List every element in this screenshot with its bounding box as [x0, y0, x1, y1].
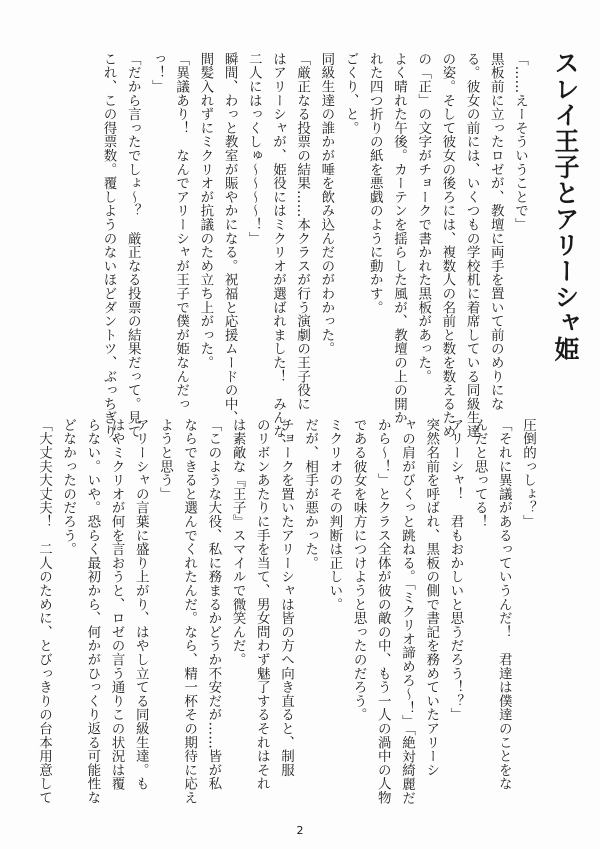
text-line: 突然名前を呼ばれ、黒板の側で書記を務めていたアリーシ — [423, 418, 440, 777]
text-line: は素敵な『王子』スマイルで微笑んだ。 — [229, 418, 246, 667]
text-line: る。彼女の前には、いくつもの学校机に着席している同級生達 — [463, 52, 480, 439]
text-line: これ、この得票数。覆しようのないほどダントツ、ぶっちぎり、 — [100, 52, 117, 453]
text-line: の姿。そして彼女の後ろには、複数人の名前と数を数えるため — [439, 52, 456, 439]
text-line: 黒板前に立ったロゼが、教壇に両手を置いて前のめりにな — [487, 52, 504, 411]
text-block-lower — [35, 418, 540, 826]
text-line: アリーシャ！ 君もおかしいと思うだろう！？」 — [447, 418, 464, 722]
text-line: 瞬間、わっと教室が賑やかになる。祝福と応援ムードの中、 — [221, 52, 238, 425]
text-line: らない。いや。恐らく最初から、何かがひっくり返る可能性な — [84, 418, 101, 805]
text-line: チョークを置いたアリーシャは皆の方へ向き直ると、制服 — [277, 418, 294, 777]
text-line: である彼女を味方につけようと思ったのだろう。 — [350, 418, 367, 722]
text-line: はアリーシャが、姫役にはミクリオが選ばれました！ みんな、 — [269, 52, 286, 453]
text-line: 「厳正なる投票の結果……本クラスが行う演劇の王子役に — [294, 52, 311, 411]
text-line: ようと思う」 — [156, 418, 173, 501]
text-line: 「このような大役、私に務まるかどうか不安だが……皆が私 — [205, 418, 222, 791]
text-line: ャの肩がびくっと跳ねる。「ミクリオ諦めろ〜！」「絶対綺麗だ — [398, 418, 415, 805]
text-line: れた四つ折りの紙を悪戯のように動かす。 — [366, 52, 383, 315]
text-line: 同級生達の誰かが唾を飲み込んだのがわかった。 — [318, 52, 335, 356]
text-line: 「それに異議があるっていうんだ！ 君達は僕達のことをな — [495, 418, 512, 791]
text-line: 二人にはっくしゅ〜〜〜〜！」 — [245, 52, 262, 246]
text-line: の「正」の文字がチョークで書かれた黒板があった。 — [415, 52, 432, 384]
text-line: アリーシャの言葉に盛り上がり、はやし立てる同級生達。も — [132, 418, 149, 791]
text-line: ごくり、と。 — [342, 52, 359, 135]
text-line: 「異議あり！ なんでアリーシャが王子で僕が姫なんだっ — [173, 52, 190, 411]
text-line: どなかったのだろう。 — [60, 418, 77, 556]
text-line: 間髪入れずにミクリオが抗議のため立ち上がった。 — [197, 52, 214, 370]
text-line: 「大丈夫大丈夫！ 二人のために、とびっきりの台本用意して — [35, 418, 52, 805]
text-line: よく晴れた午後。カーテンを揺らした風が、教壇の上の開か — [390, 52, 407, 425]
text-line: ミクリオのその判断は正しい。 — [326, 418, 343, 612]
page-number: 2 — [296, 824, 304, 837]
text-line: だが、相手が悪かった。 — [302, 418, 319, 570]
text-line: ならできると選んでくれたんだ。なら、精一杯その期待に応え — [181, 418, 198, 805]
text-line: 「だから言ったでしょ〜？ 厳正なる投票の結果だって。見て — [124, 52, 141, 439]
text-line: はやミクリオが何を言おうと、ロゼの言う通りこの状況は覆 — [108, 418, 125, 791]
text-line: 圧倒的っしょ？」 — [520, 418, 536, 529]
text-line: 「……えーそういうことで」 — [512, 52, 528, 232]
text-line: っ！」 — [148, 52, 165, 94]
text-line: から〜！」とクラス全体が彼の敵の中、もう一人の渦中の人物 — [374, 418, 391, 805]
text-block-upper — [58, 52, 532, 453]
text-line: んだと思ってる！ — [471, 418, 488, 529]
text-line: のリボンあたりに手を当て、男女問わず魅了するそれはそれ — [253, 418, 270, 791]
chapter-title: スレイ王子とアリーシャ姫 — [551, 50, 580, 362]
